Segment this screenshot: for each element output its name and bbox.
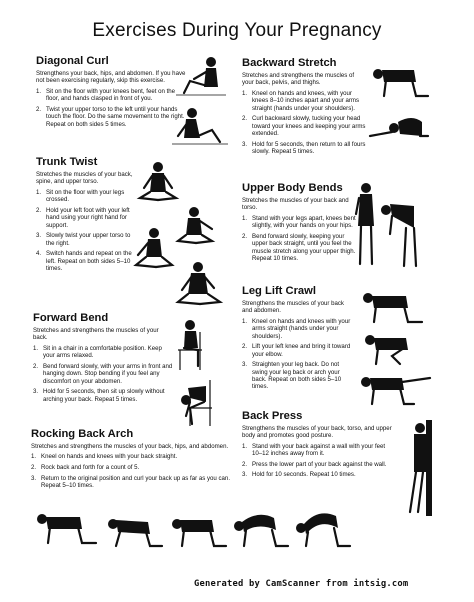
step-text: Stand with your legs apart, knees bent slightly, with your hands on your hips. [252,214,356,230]
back-press-illustration [396,420,436,520]
section-title: Trunk Twist [36,156,98,168]
step-text: Sit on the floor with your legs crossed. [46,188,125,204]
section-title: Rocking Back Arch [31,428,134,440]
step-item [242,90,367,112]
step-item [242,318,354,340]
section-title: Upper Body Bends [242,182,343,194]
step-item [242,343,354,358]
section-title: Backward Stretch [242,57,337,69]
step-text: Stand with your back against a wall with your feet 10–12 inches away from it. [252,442,386,458]
rocking-back-arch-illustration-5 [292,506,354,552]
step-text: Lift your left knee and bring it toward your elbow. [252,343,351,358]
step-number: 3. [31,474,37,482]
section-description: Stretches the muscles of your back, spine, and upper torso. [36,171,133,186]
step-number: 2. [31,464,37,471]
footer-credit: Generated by CamScanner from intsig.com [194,579,409,589]
step-number: 2. [242,115,248,123]
page-title: Exercises During Your Pregnancy [92,20,382,41]
step-list [242,443,392,479]
step-number: 1. [242,317,248,325]
step-text: Bend forward slowly, with your arms in front and hanging down. Stop bending if you feel any discomfort on your abdomen. [43,362,173,385]
step-list [242,90,367,156]
step-text: Press the lower part of your back against the wall. [252,460,387,468]
step-list [242,318,354,391]
leg-lift-crawl-illustration-1 [358,288,428,328]
step-number: 3. [36,232,42,240]
step-item [36,232,140,247]
step-list [242,215,357,263]
step-list [33,345,173,403]
step-number: 1. [36,87,42,95]
trunk-twist-illustration-1 [132,160,184,206]
section-description: Strengthens the muscles of your back and abdomen. [242,300,344,315]
step-number: 3. [242,471,248,479]
step-text: Slowly twist your upper torso to the right. [46,232,131,247]
rocking-back-arch-illustration-3 [168,510,230,552]
rocking-back-arch-illustration-1 [32,507,102,549]
step-number: 2. [242,232,248,240]
step-text: Straighten your leg back. Do not swing your leg back or arch your back. Repeat on both sides 5–10 times. [252,361,342,391]
step-number: 2. [33,362,39,370]
section-description: Strengthens the muscles of your back, torso, and upper body and promotes good posture. [242,425,392,440]
step-list [36,88,186,128]
backward-stretch-illustration-1 [370,60,432,102]
leg-lift-crawl-illustration-3 [356,370,436,410]
step-item [242,141,367,156]
section-description: Strengthens your back, hips, and abdomen. If you have not been exercising regularly, skip this exercise. [36,70,186,85]
step-item [33,363,173,385]
step-number: 1. [33,344,39,352]
step-item [36,106,186,128]
step-item [36,207,140,229]
section-title: Back Press [242,410,303,422]
step-item [36,88,186,103]
section-diagonal-curl [36,55,186,131]
backward-stretch-illustration-2 [364,108,432,142]
section-back-press [242,410,392,482]
leg-lift-crawl-illustration-2 [360,330,424,370]
step-number: 2. [242,460,248,468]
step-text: Rock back and forth for a count of 5. [41,464,140,471]
section-upper-body-bends [242,182,357,266]
step-number: 3. [242,361,248,369]
step-number: 2. [36,105,42,113]
rocking-back-arch-illustration-4 [230,508,292,552]
forward-bend-illustration-2 [176,374,222,430]
step-list [31,453,231,489]
step-item [242,215,357,230]
step-item [36,250,140,272]
step-number: 1. [242,89,248,97]
step-item [242,115,367,137]
step-text: Hold your left foot with your left hand using your right hand for support. [46,206,130,229]
step-item [31,453,231,460]
step-number: 1. [31,453,37,461]
step-item [31,464,231,471]
section-rocking-back-arch [31,428,231,493]
section-title: Leg Lift Crawl [242,285,316,297]
rocking-back-arch-illustration-2 [104,510,166,552]
trunk-twist-illustration-4 [172,258,228,308]
step-text: Return to the original position and curl your back up as far as you can. Repeat 5–10 times. [41,474,231,489]
step-item [33,345,173,360]
step-item [242,443,392,458]
section-title: Forward Bend [33,312,109,324]
step-item [242,361,354,391]
step-item [242,471,392,478]
upper-body-bends-illustration-2 [378,196,422,270]
step-number: 1. [242,442,248,450]
step-item [36,189,140,204]
step-number: 1. [36,188,42,196]
forward-bend-illustration-1 [170,318,216,374]
section-description: Stretches and strengthens the muscles of your back, pelvis, and thighs. [242,72,355,87]
step-item [242,461,392,468]
section-description: Stretches and strengthens the muscles of your back. [33,327,159,342]
section-title: Diagonal Curl [36,55,109,67]
step-list [36,189,140,273]
step-text: Kneel on hands and knees, with your knees 8–10 inches apart and your arms straight (hands under your shoulders). [252,89,360,112]
section-trunk-twist [36,156,140,276]
step-text: Curl backward slowly, tucking your head toward your knees and keeping your arms extended. [252,115,366,138]
section-description: Stretches and strengthens the muscles of your back, hips, and abdomen. [31,443,229,450]
step-text: Hold for 5 seconds, then sit up slowly without arching your back. Repeat 5 times. [43,388,165,403]
step-number: 2. [242,343,248,351]
step-text: Hold for 10 seconds. Repeat 10 times. [252,471,356,479]
diagonal-curl-illustration-2 [168,104,232,150]
step-text: Kneel on hands and knees with your arms straight (hands under your shoulders). [252,317,351,340]
section-leg-lift-crawl [242,285,354,394]
step-number: 2. [36,206,42,214]
step-text: Sit in a chair in a comfortable position. Keep your arms relaxed. [43,344,162,360]
step-number: 3. [242,140,248,148]
step-item [31,475,231,490]
diagonal-curl-illustration-1 [170,55,230,100]
step-text: Switch hands and repeat on the left. Repeat on both sides 5–10 times. [46,250,132,273]
section-forward-bend [33,312,173,406]
step-item [242,233,357,263]
step-text: Twist your upper torso to the left until your hands touch the floor. Do the same movement to the right. Repeat on both sides 5 times. [46,105,185,128]
step-text: Hold for 5 seconds, then return to all fours slowly. Repeat 5 times. [252,140,366,156]
section-backward-stretch [242,57,367,159]
step-text: Kneel on hands and knees with your back straight. [41,453,178,461]
step-text: Bend forward slowly, keeping your upper back straight, until you feel the muscle stretch along your upper thigh. Repeat 10 times. [252,232,356,263]
step-item [33,388,173,403]
upper-body-bends-illustration-1 [353,182,379,268]
step-text: Sit on the floor with your knees bent, feet on the floor, and hands clasped in front of you. [46,87,176,103]
section-description: Stretches the muscles of your back and torso. [242,197,349,212]
step-number: 4. [36,250,42,258]
step-number: 3. [33,388,39,396]
step-number: 1. [242,214,248,222]
